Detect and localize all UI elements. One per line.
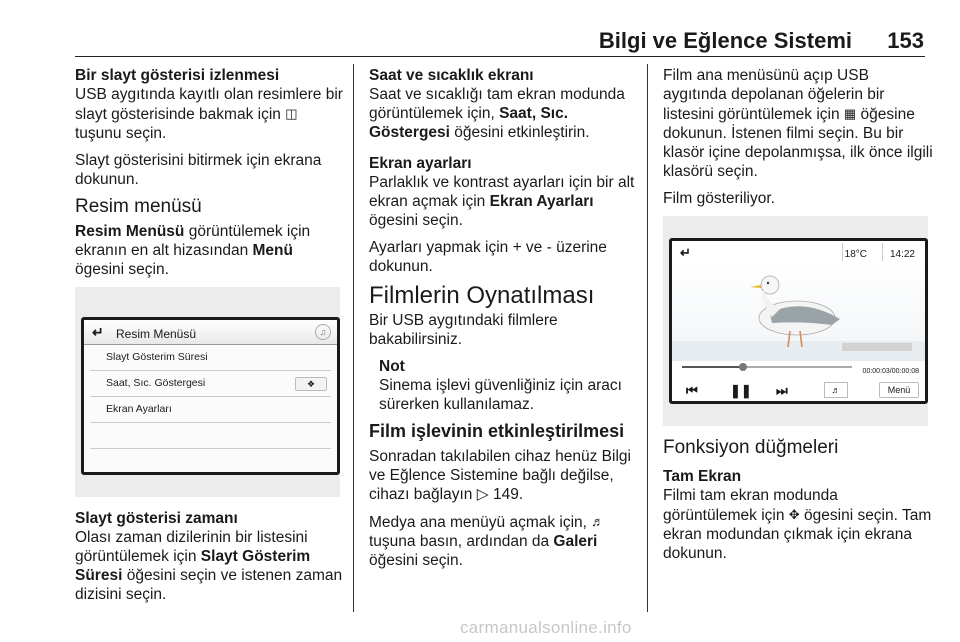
player-status-bar: [672, 241, 925, 264]
pause-icon[interactable]: ❚❚: [730, 383, 752, 398]
folder-icon: ▦: [843, 106, 857, 121]
heading-image-menu: Resim menüsü: [75, 196, 202, 217]
header-rule: [75, 56, 925, 57]
temperature: 18°C: [844, 249, 867, 260]
seagull-image: [672, 263, 925, 361]
menu-item-clock-temp[interactable]: Saat, Sıc. Göstergesi ❖: [90, 371, 331, 397]
note-text: Sinema işlevi güvenliğiniz için aracı sürerken kullanılamaz.: [379, 377, 622, 413]
heading-function-buttons: Fonksiyon düğmeleri: [663, 437, 839, 458]
column-divider-1: [353, 64, 354, 612]
figure-movie-player: [663, 216, 928, 426]
column-3: [663, 66, 935, 571]
image-menu-screen: [81, 317, 340, 475]
heading-slideshow-time: Slayt gösterisi zamanı: [75, 510, 238, 527]
toggle-switch[interactable]: ❖: [295, 377, 327, 391]
note-box: [379, 357, 637, 414]
progress-bar[interactable]: [682, 366, 852, 368]
clock: 14:22: [889, 249, 915, 260]
screen-title-bar: [84, 320, 337, 345]
note-title: Not: [379, 358, 405, 375]
para-end-slideshow: Slayt gösterisini bitirmek için ekrana dokunun.: [75, 152, 322, 188]
heading-slideshow: Bir slayt gösterisi izlenmesi: [75, 67, 280, 84]
menu-item-empty: [90, 423, 331, 449]
column-2: [369, 66, 637, 578]
menu-item-display-settings[interactable]: Ekran Ayarları: [90, 397, 331, 423]
para-slideshow: USB aygıtında kayıtlı olan resimlere bir slayt gösterisinde bakmak için ◫ tuşunu seçin.: [75, 86, 343, 142]
heading-display-settings: Ekran ayarları: [369, 155, 472, 172]
para-full-screen: Filmi tam ekran modunda görüntülemek için ✥ ögesini seçin. Tam ekran modundan çıkmak için ekrana dokunun.: [663, 487, 932, 562]
para-slideshow-time: Olası zaman dizilerinin bir listesini görüntülemek için Slayt Gösterim Süresi öğesini seçin ve istenen zaman dizisini seçin.: [75, 529, 343, 603]
progress-handle[interactable]: [739, 363, 747, 371]
fullscreen-icon: ✥: [788, 507, 800, 522]
figure-image-menu: [75, 287, 340, 497]
page-header: [0, 28, 960, 58]
page-title: Bilgi ve Eğlence Sistemi: [598, 28, 852, 53]
page-number: 153: [887, 28, 924, 53]
column-divider-2: [647, 64, 648, 612]
heading-full-screen: Tam Ekran: [663, 468, 742, 485]
para-display-settings: Parlaklık ve kontrast ayarları için bir alt ekran açmak için Ekran Ayarları ögesini seçin.: [369, 174, 635, 229]
para-media-menu: Medya ana menüyü açmak için, ♬ tuşuna basın, ardından da Galeri öğesini seçin.: [369, 514, 605, 569]
heading-clock-temp: Saat ve sıcaklık ekranı: [369, 67, 534, 84]
previous-icon[interactable]: ⏮: [686, 383, 698, 398]
back-arrow-icon[interactable]: ↵: [680, 245, 691, 260]
para-movie-shown: Film gösteriliyor.: [663, 190, 775, 207]
para-adjust: Ayarları yapmak için + ve - üzerine dokunun.: [369, 239, 607, 275]
time-code: 00:00:03/00:00:08: [862, 368, 919, 375]
column-1: [75, 66, 343, 612]
screen-title: Resim Menüsü: [116, 327, 197, 341]
back-arrow-icon[interactable]: ↵: [92, 324, 104, 340]
menu-item-slideshow-duration[interactable]: Slayt Gösterim Süresi: [90, 345, 331, 371]
sound-settings-icon[interactable]: ♬: [824, 382, 848, 398]
para-image-menu: Resim Menüsü görüntülemek için ekranın en alt hizasından Menü ögesini seçin.: [75, 223, 311, 278]
heading-activate-movie: Film işlevinin etkinleştirilmesi: [369, 421, 625, 441]
media-icon: ♬: [591, 514, 605, 529]
para-movies: Bir USB aygıtındaki filmlere bakabilirsiniz.: [369, 312, 558, 348]
watermark: carmanualsonline.info: [460, 618, 632, 637]
para-movie-menu: Film ana menüsünü açıp USB aygıtında depolanan öğelerin bir listesini görüntülemek için ▦ öğesine dokunun. İstenen filmi seçin. Bu bir klasör içine depolanmışsa, ilk önce ilgili klasörü seçin.: [663, 67, 933, 180]
movie-player-screen: [669, 238, 928, 404]
menu-button[interactable]: Menü: [879, 382, 919, 398]
music-note-icon[interactable]: ♫: [315, 324, 331, 340]
para-connect-device: Sonradan takılabilen cihaz henüz Bilgi ve Eğlence Sistemine bağlı değilse, cihazı bağlayın ▷ 149.: [369, 448, 631, 503]
player-controls: [672, 379, 925, 401]
video-frame[interactable]: [672, 263, 925, 361]
next-icon[interactable]: ⏭: [776, 383, 788, 398]
slideshow-icon: ◫: [285, 106, 298, 121]
page-ref-icon: ▷: [476, 486, 489, 503]
para-clock-temp: Saat ve sıcaklığı tam ekran modunda görüntülemek için, Saat, Sıc. Göstergesi öğesini etkinleştirin.: [369, 86, 625, 141]
heading-movies: Filmlerin Oynatılması: [369, 282, 595, 309]
